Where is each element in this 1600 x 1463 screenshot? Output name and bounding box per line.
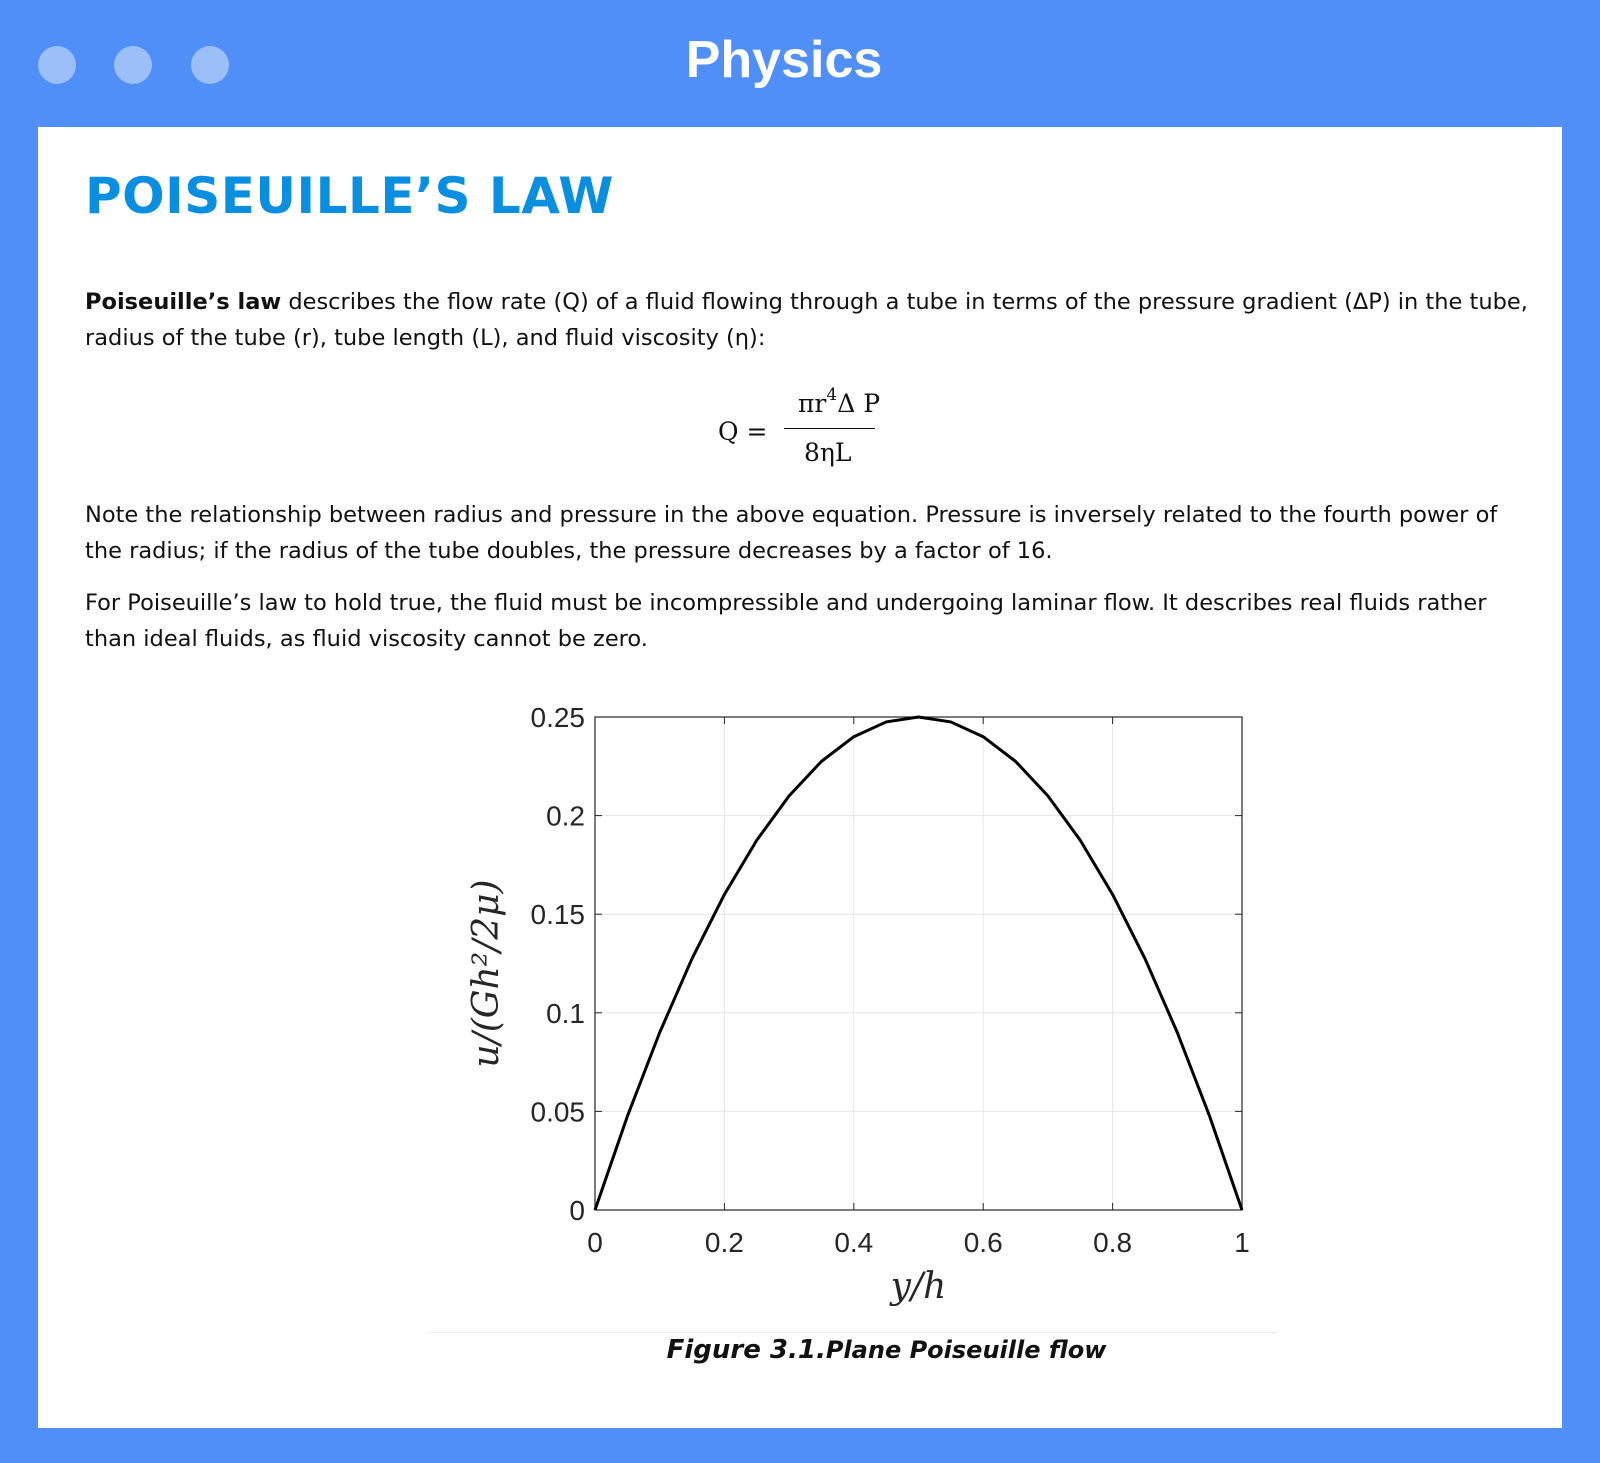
numerator-base: πr [798,389,827,418]
intro-term: Poiseuille’s law [85,289,282,315]
numerator-exponent: 4 [826,385,838,405]
y-tick-label: 0.05 [530,1096,585,1128]
x-tick-label: 0.8 [1093,1227,1133,1258]
y-tick-label: 0.25 [530,702,585,733]
x-tick-label: 0.6 [963,1227,1003,1258]
y-tick-label: 0.15 [530,899,585,931]
window-title: Physics [685,31,883,89]
intro-paragraph [85,284,1530,356]
poiseuille-flow-chart [420,690,1260,1330]
y-tick-label: 0.2 [546,800,585,832]
chart-divider [428,1332,1278,1333]
plot-frame [595,717,1242,1210]
y-tick-label: 0.1 [546,997,585,1029]
formula-numerator [798,385,880,418]
x-axis-label: y/h [890,1266,947,1307]
numerator-tail: Δ P [837,389,881,418]
x-tick-label: 0 [587,1227,603,1258]
x-tick-label: 0.2 [704,1227,744,1258]
y-tick-label: 0 [569,1195,585,1226]
fraction-bar [784,428,875,429]
relationship-paragraph: Note the relationship between radius and pressure in the above equation. Pressure is inversely related to the fourth power of the radius; if the radius of the tube doubles, the pressure decreases by a factor of 16. [85,502,1498,564]
x-tick-label: 0.4 [834,1227,874,1258]
intro-text: describes the flow rate (Q) of a fluid flowing through a tube in terms of the pressure gradient (ΔP) in the tube, radius of the tube (r), tube length (L), and fluid viscosity (η): [85,289,1528,351]
conditions-paragraph: For Poiseuille’s law to hold true, the fluid must be incompressible and undergoing laminar flow. It describes real fluids rather than ideal fluids, as fluid viscosity cannot be zero. [85,590,1487,652]
page-title: POISEUILLE’S LAW [85,167,614,225]
series-line-0 [595,717,1242,1210]
formula-denominator: 8ηL [804,438,852,467]
caption-label: Figure 3.1. [666,1335,826,1365]
x-tick-label: 1 [1234,1227,1250,1258]
caption-text: Plane Poiseuille flow [825,1336,1107,1364]
y-axis-label: u/(Gh²/2μ) [466,879,507,1068]
formula-lhs: Q = [718,417,768,446]
figure-caption [38,1335,1600,1365]
content-panel [38,127,1562,1428]
